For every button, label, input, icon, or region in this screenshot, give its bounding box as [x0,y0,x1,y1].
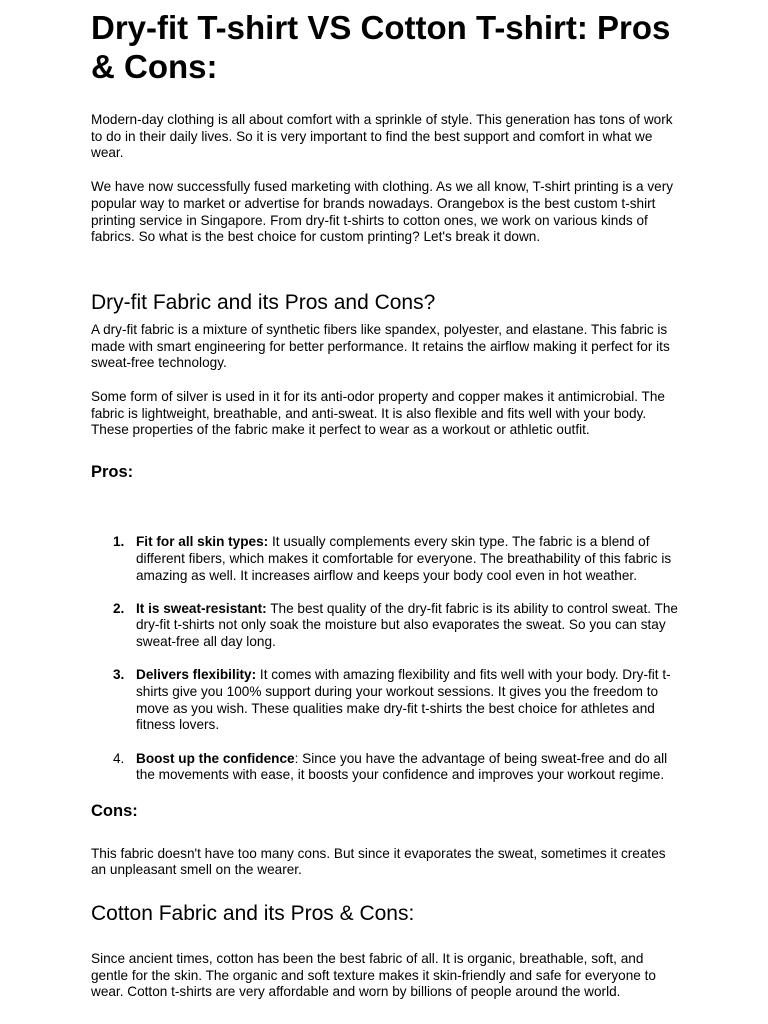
intro-paragraph-2: We have now successfully fused marketing with clothing. As we all know, T-shirt printing is a very popular way to market or advertise for brands nowadays. Orangebox is the best custom t-shirt printing service in Singapore. From dry-fit t-shirts to cotton ones, we work on various kinds of fabrics. So what is the best choice for custom printing? Let's break it down. [91,179,674,245]
list-number: 2. [113,600,125,616]
list-item-lead: Boost up the confidence [136,750,295,766]
list-number: 3. [113,667,125,683]
document-page [91,0,681,1001]
list-item [91,534,681,584]
list-number: 1. [113,534,125,550]
list-item [91,751,681,784]
list-item-text: It usually complements every skin type. The fabric is a blend of different fibers, which makes it comfortable for everyone. The breathability of this fabric is amazing as well. It increases airflow and keeps your body cool even in hot weather. [136,534,672,583]
list-item-text: : Since you have the advantage of being sweat-free and do all the movements with ease, it boosts your confidence and improves your workout regime. [136,750,668,783]
pros-heading: Pros: [91,463,134,482]
list-item [91,667,681,734]
cons-heading: Cons: [91,801,138,820]
list-item-text: It comes with amazing flexibility and fits well with your body. Dry-fit t-shirts give you 100% support during your workout sessions. It gives you the freedom to move as you wish. These qualities make dry-fit t-shirts the best choice for athletes and fitness lovers. [136,667,671,733]
intro-paragraph-1: Modern-day clothing is all about comfort with a sprinkle of style. This generation has tons of work to do in their daily lives. So it is very important to find the best support and comfort in what we wear. [91,112,673,161]
dryfit-paragraph-2: Some form of silver is used in it for its anti-odor property and copper makes it antimicrobial. The fabric is lightweight, breathable, and anti-sweat. It is also flexible and fits well with your body. These properties of the fabric make it perfect to wear as a workout or athletic outfit. [91,389,665,438]
cotton-heading: Cotton Fabric and its Pros & Cons: [91,901,415,925]
dryfit-heading: Dry-fit Fabric and its Pros and Cons? [91,290,436,314]
list-item-lead: Delivers flexibility: [136,667,257,683]
list-number: 4. [113,750,125,766]
list-item-text: The best quality of the dry-fit fabric is its ability to control sweat. The dry-fit t-shirts not only soak the moisture but also evaporates the sweat. So you can stay sweat-free all day long. [136,600,678,650]
list-item-lead: Fit for all skin types: [136,534,269,550]
dryfit-paragraph-1: A dry-fit fabric is a mixture of synthetic fibers like spandex, polyester, and elastane. This fabric is made with smart engineering for better performance. It retains the airflow making it perfect for its sweat-free technology. [91,321,670,371]
list-item [91,601,681,651]
list-item-lead: It is sweat-resistant: [136,600,267,616]
pros-list [91,534,681,784]
cons-paragraph: This fabric doesn't have too many cons. But since it evaporates the sweat, sometimes it creates an unpleasant smell on the wearer. [91,845,666,878]
page-title: Dry-fit T-shirt VS Cotton T-shirt: Pros & Cons: [91,9,671,85]
cotton-paragraph-1: Since ancient times, cotton has been the best fabric of all. It is organic, breathable, soft, and gentle for the skin. The organic and soft texture makes it skin-friendly and safe for everyone to wear. Cotton t-shirts are very affordable and worn by billions of people around the world. [91,950,656,1000]
